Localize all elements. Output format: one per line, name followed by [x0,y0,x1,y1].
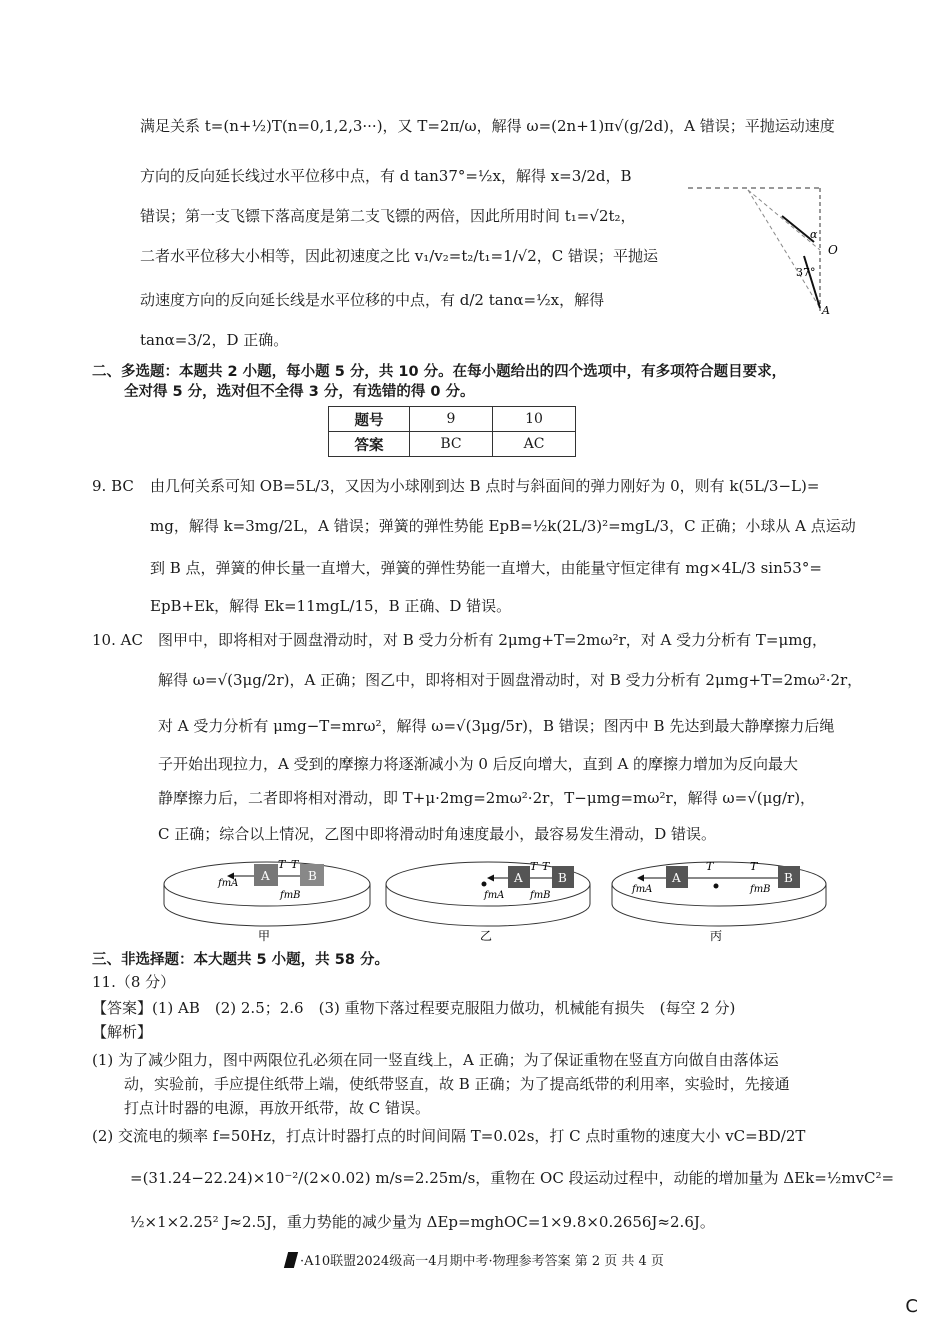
friction-label: fmB [280,890,301,901]
tension-label: T [542,860,550,873]
tension-label: T [750,860,758,873]
corner-mark: C [905,1296,918,1317]
text-line: 静摩擦力后，二者即将相对滑动，即 T+μ·2mg=2mω²·2r，T−μmg=mω²r，解得 ω=√(μg/r)， [158,789,816,807]
tension-label: T [291,858,299,871]
table-cell: 答案 [329,432,410,457]
q9-tag: 9. BC [92,477,134,495]
block-a: A [514,871,523,885]
text-line: 到 B 点，弹簧的伸长量一直增大，弹簧的弹性势能一直增大，由能量守恒定律有 mg×4L/3 sin53°= [150,559,822,577]
text-line: mg，解得 k=3mg/2L，A 错误；弹簧的弹性势能 EpB=½k(2L/3)²=mgL/3，C 正确；小球从 A 点运动 [150,517,856,535]
block-a: A [672,871,681,885]
text-line: 二者水平位移大小相等，因此初速度之比 v₁/v₂=t₂/t₁=1/√2，C 错误；平抛运 [140,247,659,265]
disc-yi [386,860,590,926]
table-cell: AC [493,432,576,457]
block-b: B [784,871,793,885]
tension-label: T [278,858,286,871]
text-line: 对 A 受力分析有 μmg−T=mrω²，解得 ω=√(3μg/5r)，B 错误；图丙中 B 先达到最大静摩擦力后绳 [158,717,835,735]
text-line: 由几何关系可知 OB=5L/3，又因为小球刚到达 B 点时与斜面间的弹力刚好为 0，则有 k(5L/3−L)= [150,477,820,495]
footer-text: ·A10联盟2024级高一4月期中考·物理参考答案 第 2 页 共 4 页 [300,1254,664,1269]
alpha-label: α [810,228,818,241]
page-footer [0,1250,950,1269]
logo-icon [284,1252,298,1268]
table-cell: 10 [493,407,576,432]
q11-jiexi: 【解析】 [92,1023,153,1041]
q11-answer: 【答案】(1) AB (2) 2.5；2.6 (3) 重物下落过程要克服阻力做功，机械能有损失 (每空 2 分) [92,999,736,1017]
caption-jia: 甲 [258,929,271,943]
caption-bing: 丙 [710,929,723,943]
text-line: (1) 为了减少阻力，图中两限位孔必须在同一竖直线上，A 正确；为了保证重物在竖直方向做自由落体运 [92,1051,779,1069]
text-line: EpB+Ek，解得 Ek=11mgL/15，B 正确、D 错误。 [150,597,512,615]
tension-label: T [530,860,538,873]
disc-bing [612,860,826,926]
text-line: 动，实验前，手应提住纸带上端，使纸带竖直，故 B 正确；为了提高纸带的利用率，实验时，先接通 [124,1075,790,1093]
text-line: ½×1×2.25² J≈2.5J，重力势能的减少量为 ΔEp=mghOC=1×9.8×0.2656J≈2.6J。 [130,1213,715,1231]
section2-title2: 全对得 5 分，选对但不全得 3 分，有选错的得 0 分。 [124,384,475,400]
table-cell: BC [410,432,493,457]
friction-label: fmB [530,890,551,901]
text-line: 动速度方向的反向延长线是水平位移的中点，有 d/2 tanα=½x，解得 [140,291,605,309]
table-cell: 9 [410,407,493,432]
o-label: O [828,243,838,257]
friction-label: fmA [218,878,239,889]
block-b: B [308,869,317,883]
answer-table [328,406,576,457]
disc-diagrams [158,852,848,948]
dart-figure [686,180,856,320]
table-cell: 题号 [329,407,410,432]
text-line: 子开始出现拉力，A 受到的摩擦力将逐渐减小为 0 后反向增大，直到 A 的摩擦力增加为反向最大 [158,755,799,773]
angle-37-label: 37° [796,266,816,279]
section2-title: 二、多选题：本题共 2 小题，每小题 5 分，共 10 分。在每小题给出的四个选项中，有多项符合题目要求， [92,364,787,380]
block-b: B [558,871,567,885]
friction-label: fmB [750,884,771,895]
section3-title: 三、非选择题：本大题共 5 小题，共 58 分。 [92,952,389,968]
text-line: 满足关系 t=(n+½)T(n=0,1,2,3···)，又 T=2π/ω，解得 ω=(2n+1)π√(g/2d)，A 错误；平抛运动速度 [140,117,835,135]
tension-label: T [706,860,714,873]
text-line: 图甲中，即将相对于圆盘滑动时，对 B 受力分析有 2μmg+T=2mω²r，对 A 受力分析有 T=μmg， [158,631,828,649]
text-line: (2) 交流电的频率 f=50Hz，打点计时器打点的时间间隔 T=0.02s，打 C 点时重物的速度大小 vC=BD/2T [92,1127,806,1145]
text-line: 方向的反向延长线过水平位移中点，有 d tan37°=½x，解得 x=3/2d，B [140,167,632,185]
friction-label: fmA [484,890,505,901]
text-line: tanα=3/2，D 正确。 [140,331,289,349]
caption-yi: 乙 [480,929,493,943]
q11-title: 11.（8 分） [92,973,176,991]
disc-jia [164,858,370,926]
text-line: C 正确；综合以上情况，乙图中即将滑动时角速度最小，最容易发生滑动，D 错误。 [158,825,717,843]
a-label: A [822,304,830,317]
text-line: =(31.24−22.24)×10⁻²/(2×0.02) m/s=2.25m/s，重物在 OC 段运动过程中，动能的增加量为 ΔEk=½mvC²= [130,1169,895,1187]
text-line: 错误；第一支飞镖下落高度是第二支飞镖的两倍，因此所用时间 t₁=√2t₂， [140,207,636,225]
text-line: 打点计时器的电源，再放开纸带，故 C 错误。 [124,1099,431,1117]
text-line: 解得 ω=√(3μg/2r)，A 正确；图乙中，即将相对于圆盘滑动时，对 B 受力分析有 2μmg+T=2mω²·2r， [158,671,863,689]
friction-label: fmA [632,884,653,895]
block-a: A [261,869,270,883]
q10-tag: 10. AC [92,631,143,649]
